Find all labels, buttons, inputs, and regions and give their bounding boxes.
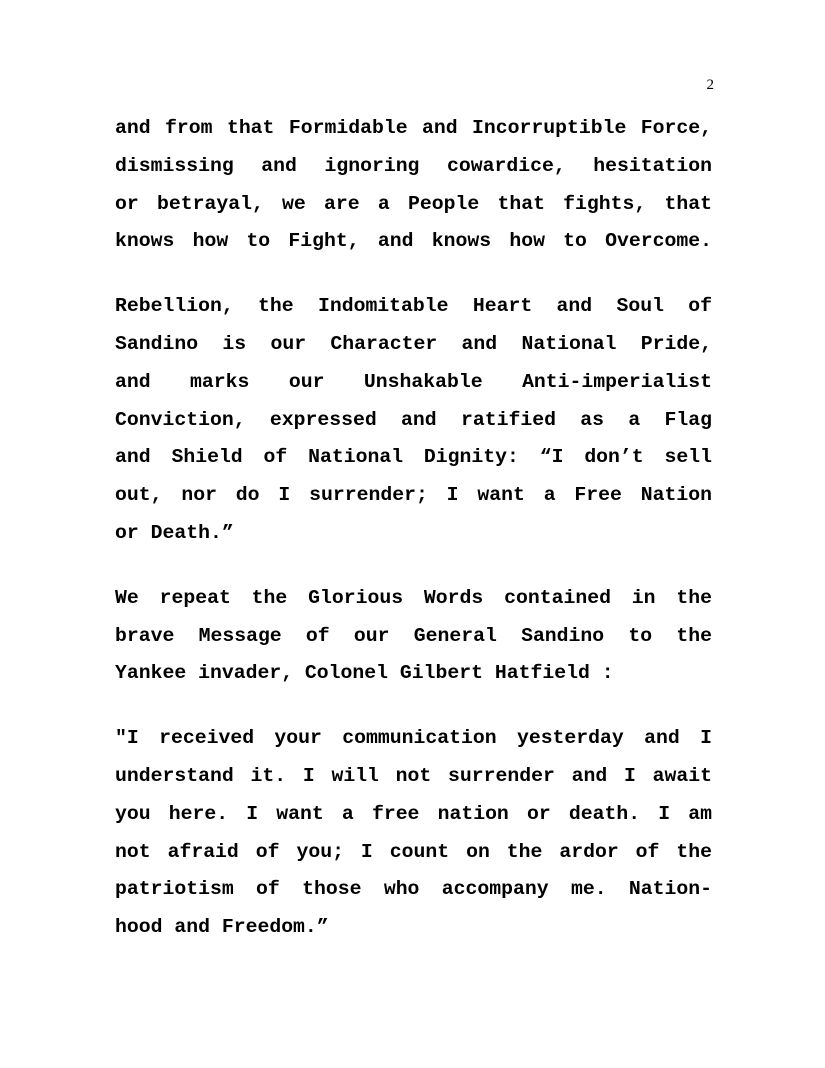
paragraph-1 bbox=[115, 110, 712, 261]
text-line: knows how to Fight, and knows how to Overcome. bbox=[115, 230, 712, 253]
text-line: brave Message of our General Sandino to the bbox=[115, 624, 712, 647]
paragraph-2 bbox=[115, 288, 712, 553]
document-body bbox=[115, 110, 712, 974]
text-line: dismissing and ignoring cowardice, hesitation bbox=[115, 154, 712, 177]
text-line: Conviction, expressed and ratified as a Flag bbox=[115, 408, 712, 431]
text-line: or betrayal, we are a People that fights, that bbox=[115, 192, 712, 215]
paragraph-4 bbox=[115, 720, 712, 947]
text-line: you here. I want a free nation or death. I am bbox=[115, 802, 712, 825]
text-line: out, nor do I surrender; I want a Free Nation bbox=[115, 484, 712, 507]
paragraph-3 bbox=[115, 580, 712, 693]
text-line: hood and Freedom.” bbox=[115, 916, 329, 939]
text-line: and Shield of National Dignity: “I don’t sell bbox=[115, 446, 712, 469]
text-line: Yankee invader, Colonel Gilbert Hatfield : bbox=[115, 662, 614, 685]
text-line: Sandino is our Character and National Pride, bbox=[115, 332, 712, 355]
text-line: and from that Formidable and Incorruptible Force, bbox=[115, 117, 712, 139]
text-line: and marks our Unshakable Anti-imperialist bbox=[115, 370, 712, 393]
text-line: "I received your communication yesterday and I bbox=[115, 727, 712, 750]
text-line: We repeat the Glorious Words contained in the bbox=[115, 586, 712, 609]
page-number: 2 bbox=[706, 77, 714, 93]
text-line: or Death.” bbox=[115, 521, 234, 544]
text-line: understand it. I will not surrender and I await bbox=[115, 764, 712, 787]
text-line: Rebellion, the Indomitable Heart and Soul of bbox=[115, 295, 712, 318]
text-line: not afraid of you; I count on the ardor of the bbox=[115, 840, 712, 863]
text-line: patriotism of those who accompany me. Nation- bbox=[115, 878, 712, 901]
